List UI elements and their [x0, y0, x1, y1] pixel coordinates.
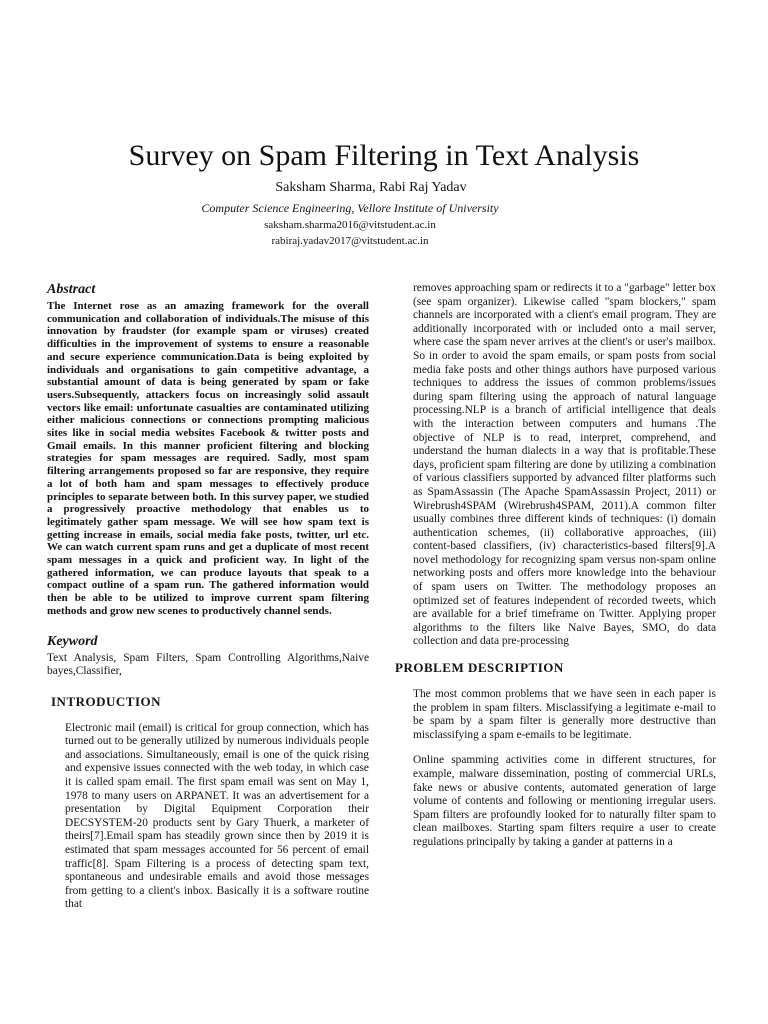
abstract-heading: Abstract [47, 282, 96, 297]
author-email-1: saksham.sharma2016@vitstudent.ac.in [264, 219, 436, 231]
problem-description-heading: PROBLEM DESCRIPTION [395, 660, 564, 676]
abstract-text: The Internet rose as an amazing framework for the overall communication and collaboration of individuals.The misuse of this innovation by fraudster (for example spam or viruses) created difficulties in the improvement of systems to ensure a reasonable and secure experience communication.Data is being exploited by individuals and organisations to gain competitive advantage, a substantial amount of data is being generated by spam or fake users.Subsequently, attackers focus on increasingly solid assault vectors like email: unfortunate casualties are contaminated utilizing either malicious connections or connections prompting malicious sites like in social media websites Facebook & twitter posts and Gmail emails. In this manner proficient filtering and blocking strategies for spam messages are required. Sadly, most spam filtering arrangements proposed so far are responsive, they require a lot of both ham and spam messages to effectively produce principles to separate between both. In this survey paper, we studied a progressively proactive methodology that enables us to legitimately gather spam message. We will see how spam text is getting increase in emails, social media fake posts, twitter, url etc. We can watch current spam runs and get a duplicate of most recent spam messages in a quick and proficient way. In light of the gathered information, we can produce layouts that speak to a compact outline of a spam run. The gathered information would then be able to be utilized to improve current spam filtering methods and grow new scenes to productively channel sends. [47, 300, 369, 617]
introduction-continuation: removes approaching spam or redirects it to a "garbage" letter box (see spam organizer). Likewise called "spam blockers," spam channels are incorporated with a client's email program. They are additionally incorporated with or included onto a mail server, where case the spam never arrives at the client's or user's mailbox. So in order to avoid the spam emails, or spam posts from social media fake posts and other things authors have purposed various techniques to address the issues of common problems/issues during spam filtering using the approach of natural language processing.NLP is a branch of artificial intelligence that deals with the interaction between computers and humans .The objective of NLP is to read, interpret, comprehend, and understand the human dialects in a way that is profitable.These days, proficient spam filtering are done by utilizing a combination of various classifiers supported by advanced filter platforms such as SpamAssassin (The Apache SpamAssassin Project, 2011) or Wirebrush4SPAM (Wirebrush4SPAM, 2011).A common filter usually combines three different kinds of techniques: (i) domain authentication schemes, (ii) collaborative approaches, (iii) content-based classifiers, (iv) characteristics-based filters[9].A novel methodology for recognizing spam versus non-spam online networking posts and offers more knowledge into the behaviour of spam users on Twitter. The methodology proposes an optimized set of features independent of recorded tweets, which are available for a brief timeframe on Twitter. Applying proper algorithms to the filters like Naive Bayes, SMO, do data collection and data pre-processing [413, 282, 716, 648]
introduction-text: Electronic mail (email) is critical for group connection, which has turned out to be generally utilized by numerous individuals people and associations. Simultaneously, email is one of the quick rising and expensive issues connected with the web today, in which case it is called spam email. The first spam email was sent on May 1, 1978 to many users on ARPANET. It was an advertisement for a presentation by Digital Equipment Corporation their DECSYSTEM-20 products sent by Gary Thuerk, a marketer of theirs[7].Email spam has steadily grown since then by 2019 it is estimated that spam messages accounted for 56 percent of email traffic[8]. Spam Filtering is a process of detecting spam text, spontaneous and undesirable emails and avoid those messages from getting to a client's inbox. Basically it is a software routine that [65, 721, 369, 911]
introduction-heading: INTRODUCTION [51, 693, 162, 709]
author-email-2: rabiraj.yadav2017@vitstudent.ac.in [271, 235, 429, 247]
problem-paragraph-2: Online spamming activities come in different structures, for example, malware dissemination, posting of commercial URLs, fake news or abusive contents, automated generation of large volume of contents and following or mentioning irregular users. Spam filters are profoundly looked for to naturally filter spam to clean mailboxes. Starting spam filters require a user to create regulations principally by taking a gander at patterns in a [413, 754, 716, 848]
keyword-heading: Keyword [47, 633, 98, 649]
paper-affiliation: Computer Science Engineering, Vellore Institute of University [201, 201, 499, 215]
paper-title: Survey on Spam Filtering in Text Analysis [128, 139, 640, 172]
left-column [47, 282, 369, 912]
keyword-text: Text Analysis, Spam Filters, Spam Controlling Algorithms,Naive bayes,Classifier, [47, 651, 369, 678]
problem-paragraph-1: The most common problems that we have seen in each paper is the problem in spam filters. Misclassifying a legitimate e-mail to be spam by a spam filter is generally more destructive than misclassifying a spam e-emails to be legitimate. [413, 688, 716, 741]
right-column [395, 282, 716, 850]
paper-authors: Saksham Sharma, Rabi Raj Yadav [275, 180, 467, 195]
